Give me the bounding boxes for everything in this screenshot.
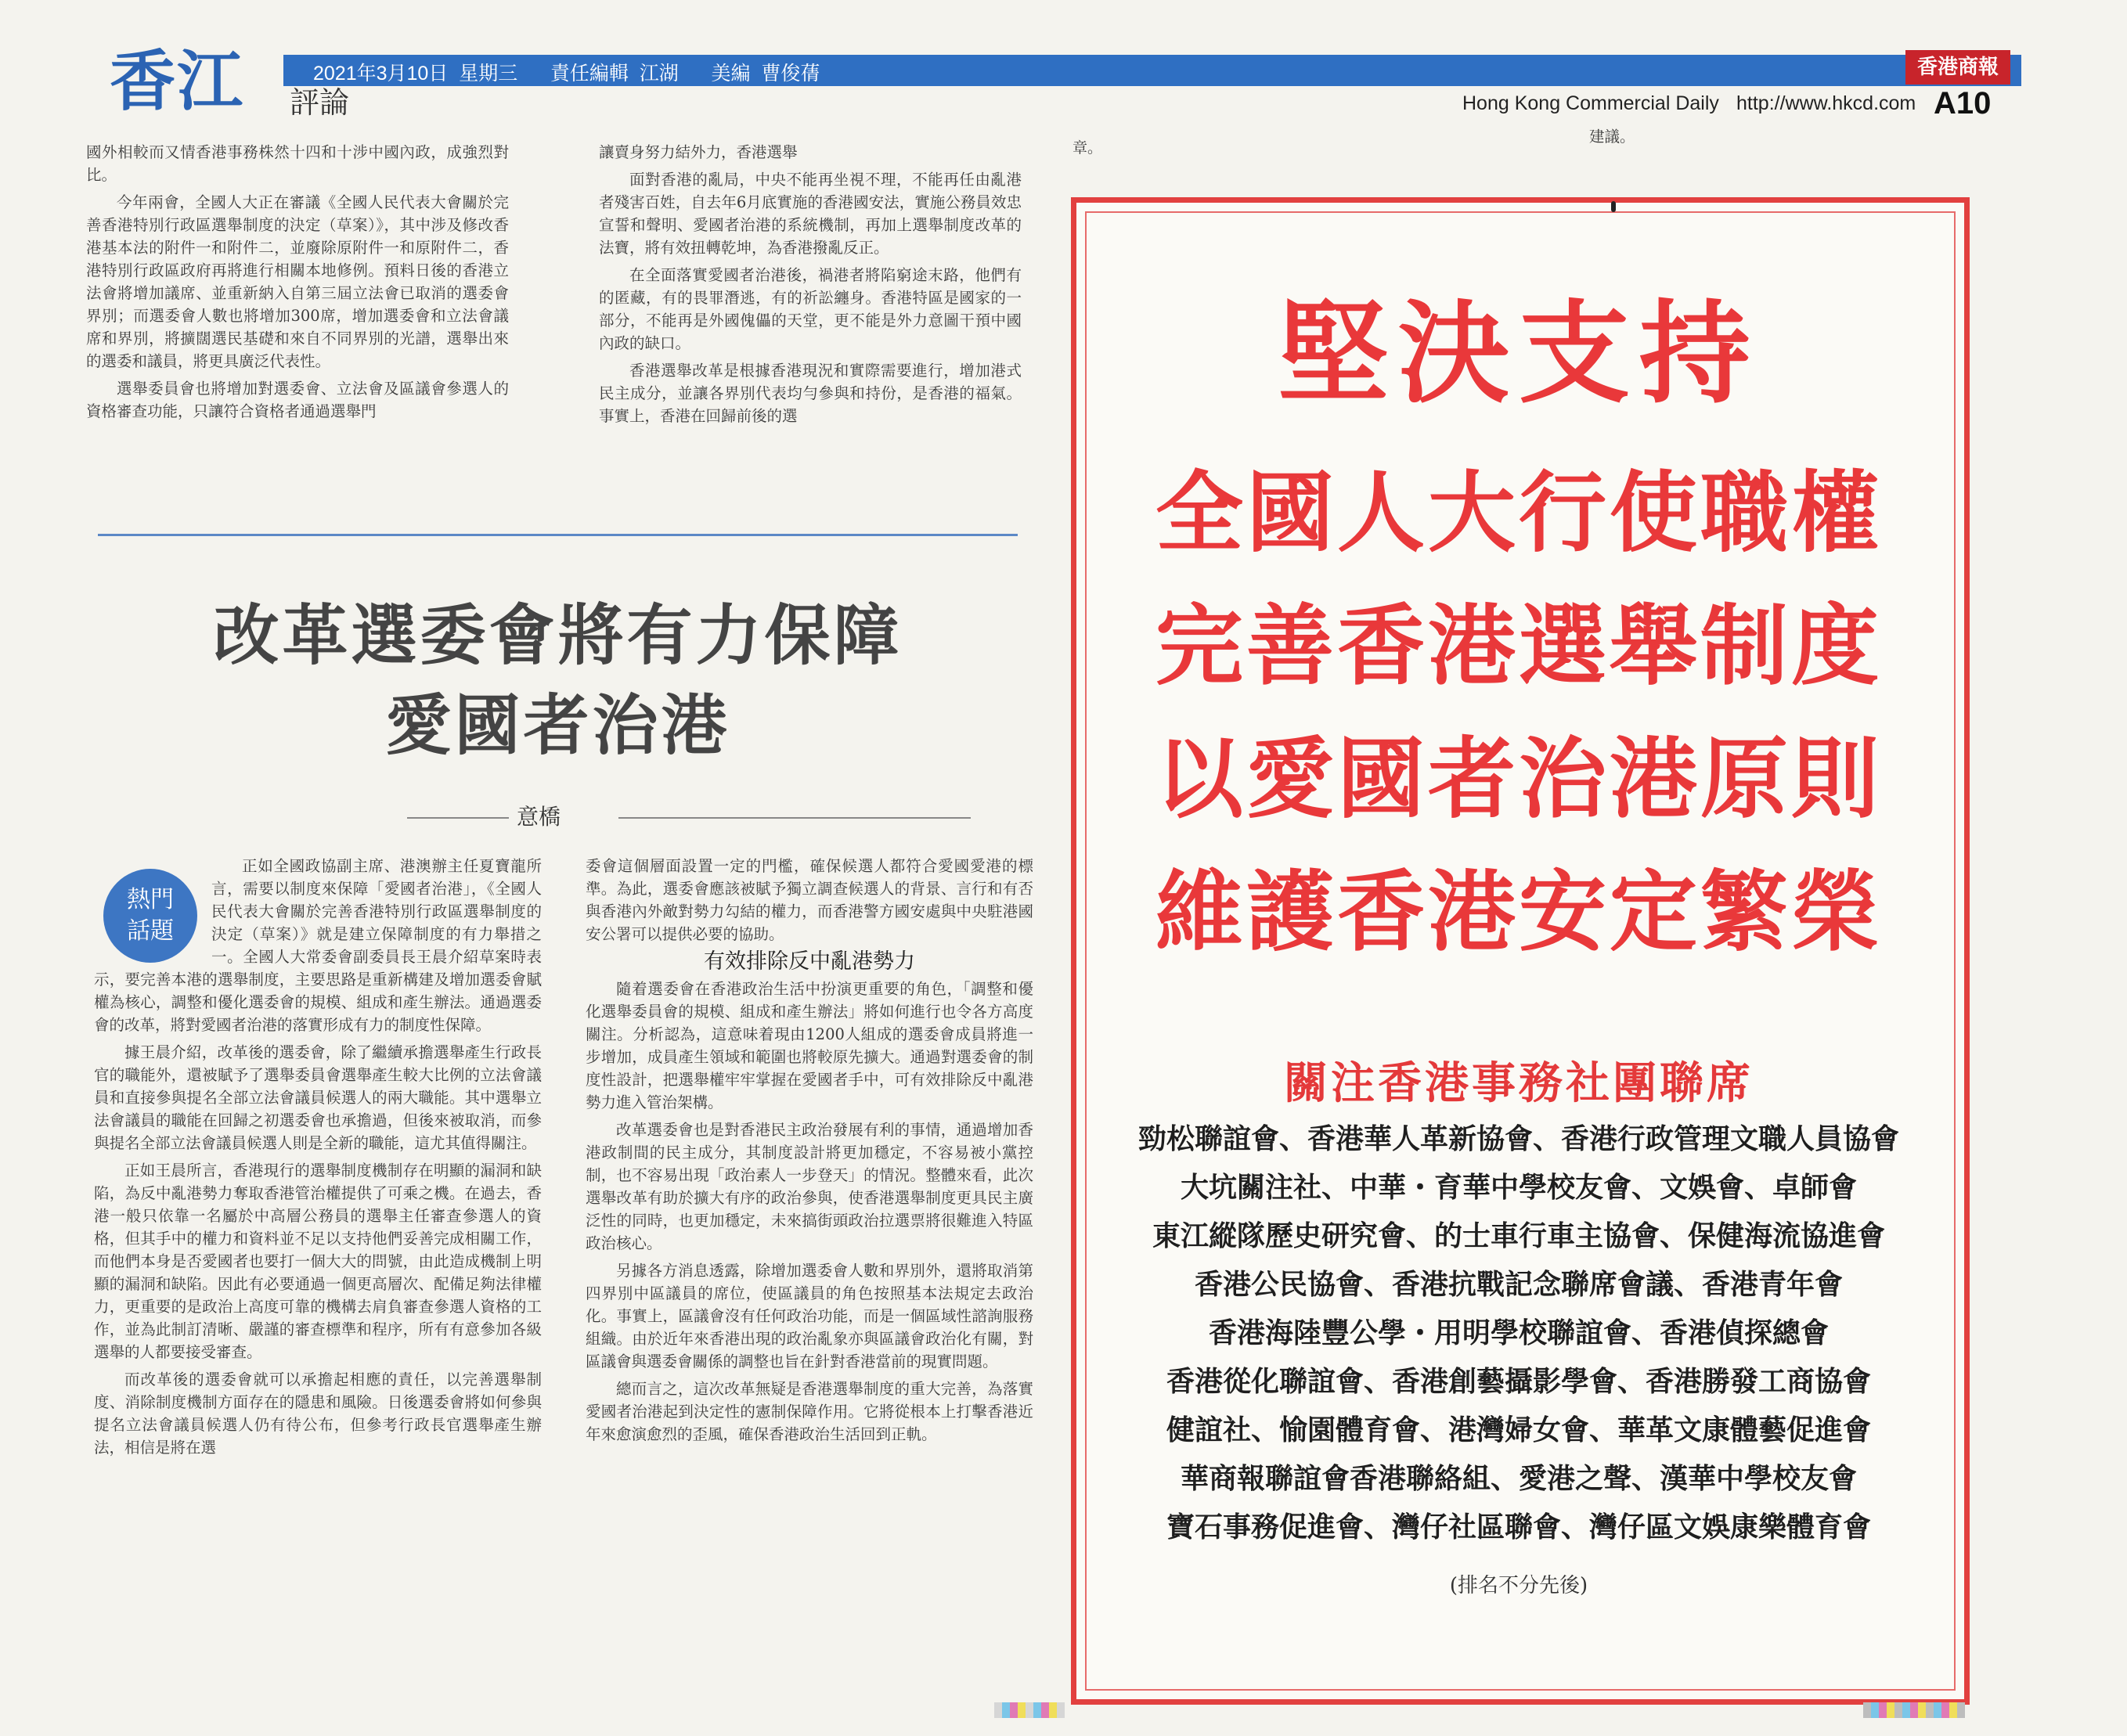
- ad-headline-1: 堅決支持: [1278, 290, 1760, 419]
- paragraph: 在全面落實愛國者治港後，禍港者將陷窮途末路，他們有的匿藏，有的畏罪潛逃，有的祈訟纏身。香港特區是國家的一部分，不能再是外國傀儡的天堂，更不能是外力意圖干預中國內政的缺口。: [599, 266, 1022, 352]
- newspaper-url[interactable]: http://www.hkcd.com: [1736, 92, 1916, 114]
- top-article-column-4-fragment: 建議。: [1589, 128, 1635, 146]
- author-rule-right: [618, 817, 971, 819]
- section-title: 香江: [110, 42, 245, 120]
- author-rule-left: [407, 817, 509, 819]
- ad-headline-5: 維護香港安定繁榮: [1155, 862, 1882, 963]
- ad-headline-3: 完善香港選舉制度: [1155, 596, 1882, 697]
- printer-color-bar-right: [1863, 1702, 1965, 1718]
- paragraph: 隨着選委會在香港政治生活中扮演更重要的角色，「調整和優化選舉委員會的規模、組成和產生辦法」將如何進行也令各方高度關注。分析認為，這意味着現由1200人組成的選委會成員將進一步增加，成員產生領域和範圍也將較原先擴大。通過對選委會的制度性設計，把選舉權牢牢掌握在愛國者手中，可有效排除反中亂港勢力進入管治架構。: [586, 980, 1033, 1111]
- article-headline-line-1: 改革選委會將有力保障: [213, 596, 903, 674]
- date-editor-line: 2021年3月10日 星期三 責任編輯 江湖 美編 曹俊蒨: [313, 63, 820, 85]
- paragraph: 讓賣身努力結外力，香港選舉: [599, 143, 798, 161]
- page-number: A10: [1934, 86, 1992, 121]
- organization-row: 華商報聯誼會香港聯絡組、愛港之聲、漢華中學校友會: [1180, 1463, 1857, 1495]
- paragraph: 正如王晨所言，香港現行的選舉制度機制存在明顯的漏洞和缺陷，為反中亂港勢力奪取香港管治權提供了可乘之機。在過去，香港一般只依靠一名屬於中高層公務員的選舉主任審查參選人的資格，但其手中的權力和資料並不足以支持他們妥善完成相關工作，而他們本身是否愛國者也要打一個大大的問號，由此造成機制上明顯的漏洞和缺陷。因此有必要通過一個更高層次、配備足夠法律權力，更重要的是政治上高度可靠的機構去肩負審查參選人資格的工作，並為此制訂清晰、嚴謹的審查標準和程序，所有有意參加各級選舉的人都要接受審查。: [94, 1162, 542, 1361]
- organization-row: 香港海陸豐公學・用明學校聯誼會、香港偵探總會: [1208, 1317, 1829, 1349]
- paragraph: 面對香港的亂局，中央不能再坐視不理，不能再任由亂港者殘害百姓，自去年6月底實施的香港國安法，實施公務員效忠宣誓和聲明、愛國者治港的系統機制，再加上選舉制度改革的法寶，將有效扭轉乾坤，為香港撥亂反正。: [599, 171, 1022, 257]
- subsection-title: 評論: [290, 85, 350, 120]
- ad-sponsor: 關注香港事務社團聯席: [1284, 1057, 1754, 1109]
- paragraph: 國外相較而又情香港事務株然十四和十涉中國內政，成強烈對比。: [86, 143, 509, 184]
- main-article-column-1: [94, 855, 542, 1722]
- paragraph: 香港選舉改革是根據香港現況和實際需要進行，增加港式民主成分，並讓各界別代表均勻參與和持份，是香港的福氣。事實上，香港在回歸前後的選: [599, 362, 1022, 425]
- top-article-column-3-fragment: 章。: [1073, 139, 1103, 157]
- main-article-column-2: [586, 855, 1033, 1722]
- ad-headline-2: 全國人大行使職權: [1155, 463, 1882, 564]
- organization-row: 健誼社、愉園體育會、港灣婦女會、華革文康體藝促進會: [1166, 1414, 1871, 1446]
- paragraph: 選舉委員會也將增加對選委會、立法會及區議會參選人的資格審查功能，只讓符合資格者通過選舉門: [86, 380, 509, 420]
- hot-topic-badge: [103, 869, 197, 963]
- headline-divider: [98, 534, 1018, 536]
- badge-text-line-1: 熱門: [127, 886, 174, 913]
- paragraph: 而改革後的選委會就可以承擔起相應的責任，以完善選舉制度、消除制度機制方面存在的隱患和風險。日後選委會將如何參與提名立法會議員候選人仍有待公布，但參考行政長官選舉產生辦法，相信是將在選: [94, 1370, 542, 1457]
- paragraph: 改革選委會也是對香港民主政治發展有利的事情，通過增加香港政制間的民主成分，其制度設計將更加穩定，不容易被小黨控制，也不容易出現「政治素人一步登天」的情況。整體來看，此次選舉改革有助於擴大有序的政治參與，使香港選舉制度更具民主廣泛性的同時，也更加穩定，未來搞街頭政治拉選票將很難進入特區政治核心。: [586, 1121, 1033, 1252]
- badge-text-line-2: 話題: [127, 917, 174, 945]
- pin-mark: [1611, 201, 1616, 212]
- paragraph: 總而言之，這次改革無疑是香港選舉制度的重大完善，為落實愛國者治港起到決定性的憲制保障作用。它將從根本上打擊香港近年來愈演愈烈的歪風，確保香港政治生活回到正軌。: [586, 1380, 1033, 1443]
- top-article-column-1: [86, 141, 509, 509]
- ad-ranking-note: (排名不分先後): [1449, 1574, 1588, 1597]
- top-article-column-2: [599, 141, 1022, 509]
- ad-organization-list: [1104, 1115, 1934, 1552]
- ad-headline-4: 以愛國者治港原則: [1155, 729, 1882, 830]
- organization-row: 大坑關注社、中華・育華中學校友會、文娛會、卓師會: [1180, 1172, 1857, 1204]
- paragraph: 委會這個層面設置一定的門檻，確保候選人都符合愛國愛港的標準。為此，選委會應該被賦予獨立調查候選人的背景、言行和有否與香港內外敵對勢力勾結的權力，而香港警方國安處與中央駐港國安公署可以提供必要的協助。: [586, 857, 1033, 943]
- paragraph: 據王晨介紹，改革後的選委會，除了繼續承擔選舉產生行政長官的職能外，還被賦予了選舉委員會選舉產生較大比例的立法會議員和直接參與提名全部立法會議員候選人的兩大職能。其中選舉立法會議員的職能在回歸之初選委會也承擔過，但後來被取消，而參與提名全部立法會議員候選人則是全新的職能，這尤其值得關注。: [94, 1043, 542, 1152]
- article-headline-line-2: 愛國者治港: [385, 686, 730, 764]
- paragraph: 今年兩會，全國人大正在審議《全國人民代表大會關於完善香港特別行政區選舉制度的決定（草案）》，其中涉及修改香港基本法的附件一和附件二，並廢除原附件一和原附件二，香港特別行政區政府再將進行相關本地修例。預料日後的香港立法會將增加議席、並重新納入自第三屆立法會已取消的選委會界別；而選委會人數也將增加300席，增加選委會和立法會議席和界別，將擴闊選民基礎和來自不同界別的光譜，選舉出來的選委和議員，將更具廣泛代表性。: [86, 193, 509, 370]
- article-author: 意橋: [517, 804, 561, 830]
- paragraph: 另據各方消息透露，除增加選委會人數和界別外，還將取消第四界別中區議員的席位，使區議員的角色按照基本法規定去政治化。事實上，區議會沒有任何政治功能，而是一個區域性諮詢服務組織。由於近年來香港出現的政治亂象亦與區議會政治化有關，對區議會與選委會關係的調整也旨在針對香港當前的現實問題。: [586, 1262, 1033, 1370]
- printer-color-bar-left: [994, 1702, 1065, 1718]
- organization-row: 寶石事務促進會、灣仔社區聯會、灣仔區文娛康樂體育會: [1166, 1511, 1871, 1543]
- newspaper-logo: 香港商報: [1905, 50, 2010, 85]
- article-subheading: 有效排除反中亂港勢力: [704, 949, 915, 973]
- organization-row: 香港公民協會、香港抗戰記念聯席會議、香港青年會: [1194, 1269, 1843, 1301]
- newspaper-english-name: Hong Kong Commercial Daily: [1462, 92, 1719, 114]
- organization-row: 東江縱隊歷史研究會、的士車行車主協會、保健海流協進會: [1152, 1220, 1885, 1252]
- organization-row: 勁松聯誼會、香港華人革新協會、香港行政管理文職人員協會: [1137, 1123, 1899, 1155]
- paragraph: 正如全國政協副主席、港澳辦主任夏寶龍所言，需要以制度來保障「愛國者治港」，《全國人民代表大會關於完善香港特別行政區選舉制度的決定（草案）》就是建立保障制度的有力舉措之一。全國人大常委會副委員長王晨介紹草案時表示，要完善本港的選舉制度，主要思路是重新構建及增加選委會賦權為核心，調整和優化選委會的規模、組成和產生辦法。通過選委會的改革，將對愛國者治港的落實形成有力的制度性保障。: [94, 857, 542, 1034]
- organization-row: 香港從化聯誼會、香港創藝攝影學會、香港勝發工商協會: [1166, 1366, 1871, 1398]
